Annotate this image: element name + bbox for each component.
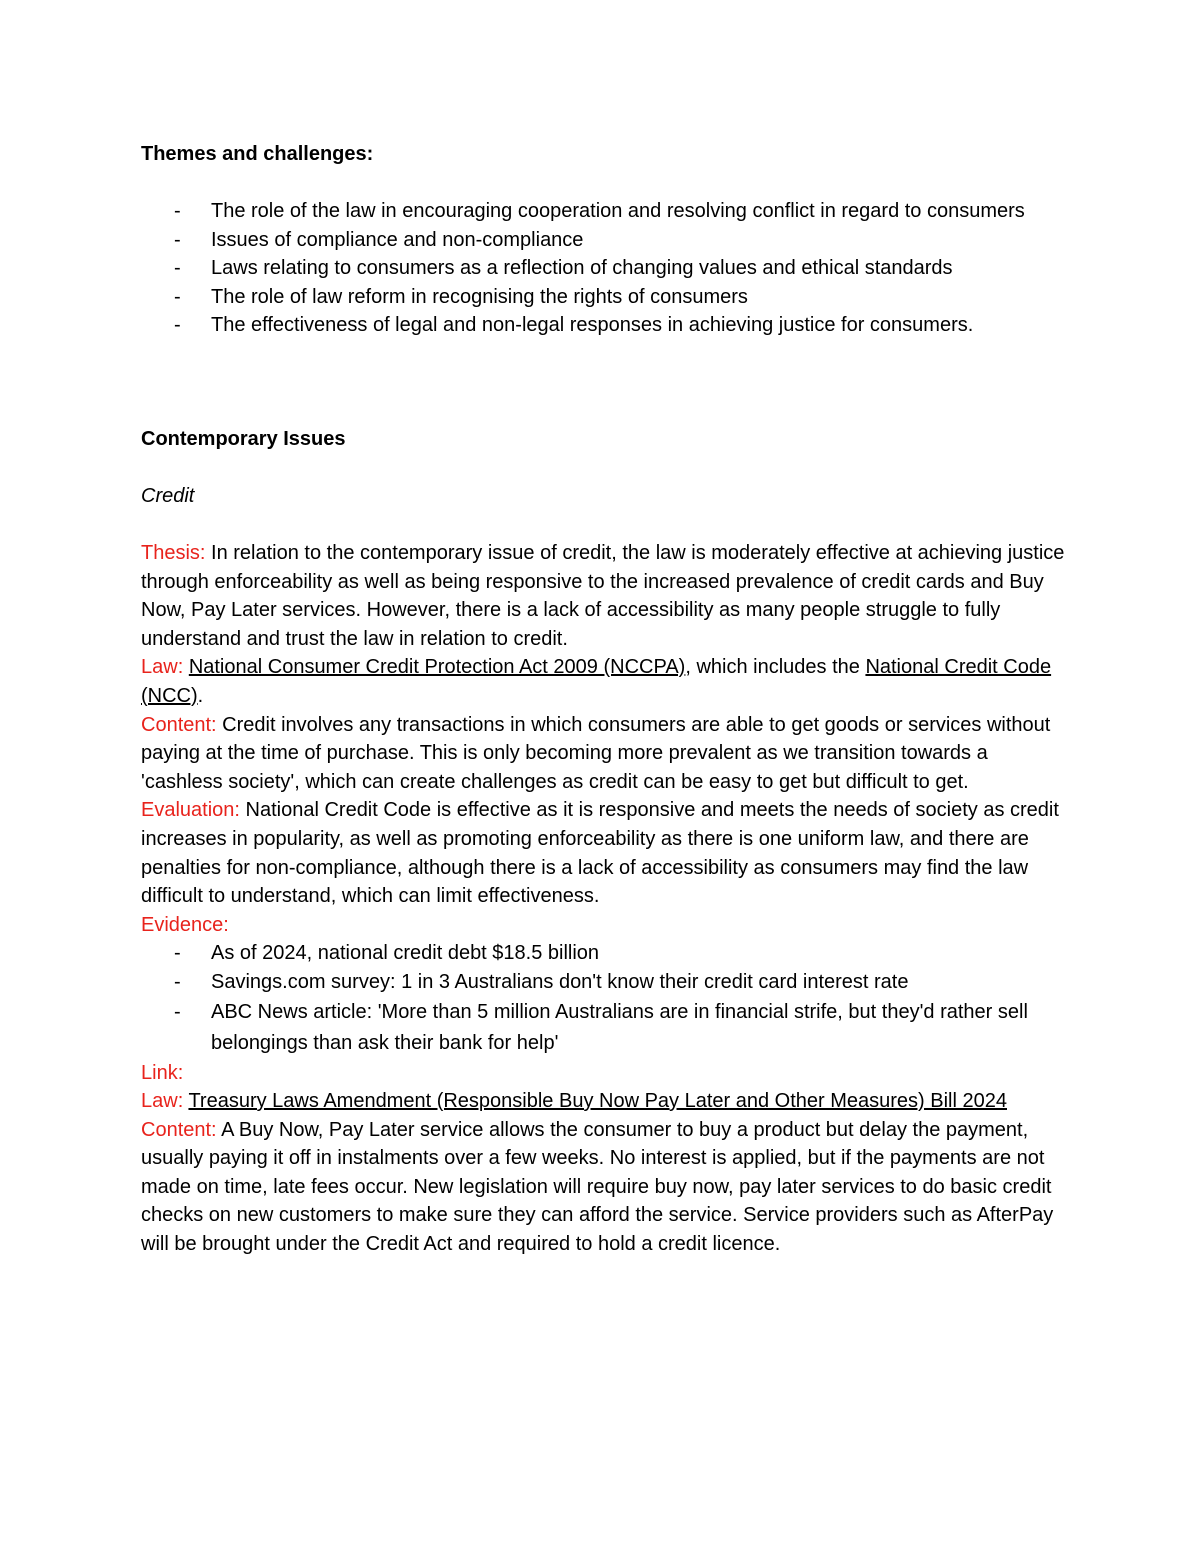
dash-bullet: - [174, 285, 181, 308]
list-item: - The role of the law in encouraging cooperation and resolving conflict in regard to consumers [141, 197, 1066, 226]
dash-bullet: - [174, 942, 181, 965]
evidence-paragraph [141, 911, 1066, 940]
list-item: - Savings.com survey: 1 in 3 Australians don't know their credit card interest rate [141, 968, 1066, 997]
nccpa-link[interactable]: National Consumer Credit Protection Act 2009 (NCCPA) [188, 656, 686, 679]
evaluation-text: National Credit Code is effective as it is responsive and meets the needs of society as credit increases in popularity, as well as promoting enforceability as there is one uniform law, and there are penalties for non-compliance, although there is a lack of accessibility as consumers may find the law difficult to understand, which can limit effectiveness. [141, 799, 1059, 908]
dash-bullet: - [174, 200, 181, 222]
content2-paragraph [141, 1116, 1066, 1259]
list-item: - The effectiveness of legal and non-legal responses in achieving justice for consumers. [141, 311, 1066, 340]
dash-bullet: - [174, 314, 181, 337]
content-text: Credit involves any transactions in which consumers are able to get goods or services without paying at the time of purchase. This is only becoming more prevalent as we transition towards a 'cashless society', which can create challenges as credit can be easy to get but difficult to get. [141, 713, 1051, 793]
ncc-link[interactable]: National Credit Code (NCC) [141, 656, 1052, 707]
credit-subheading: Credit [141, 485, 195, 507]
law-label: Law: [141, 656, 184, 679]
dash-bullet: - [174, 1000, 181, 1023]
themes-heading: Themes and challenges: [141, 143, 374, 165]
treasury-bill-link[interactable]: Treasury Laws Amendment (Responsible Buy Now Pay Later and Other Measures) Bill 2024 [188, 1090, 1007, 1113]
evidence-label: Evidence: [141, 913, 229, 936]
dash-bullet: - [174, 970, 181, 993]
themes-list [141, 197, 1066, 340]
thesis-paragraph [141, 539, 1066, 653]
evidence-list [141, 939, 1066, 1058]
link-label: Link: [141, 1061, 184, 1084]
thesis-label: Thesis: [141, 542, 206, 564]
law2-paragraph [141, 1087, 1066, 1116]
list-item: - The role of law reform in recognising the rights of consumers [141, 283, 1066, 312]
dash-bullet: - [174, 228, 181, 251]
law-paragraph: Law: National Consumer Credit Protection Act 2009 (NCCPA), which includes the National Credit Code (NCC). [141, 656, 1052, 707]
contemporary-heading: Contemporary Issues [141, 428, 346, 450]
content2-label: Content: [141, 1118, 217, 1141]
content2-text: A Buy Now, Pay Later service allows the consumer to buy a product but delay the payment, usually paying it off in instalments over a few weeks. No interest is applied, but if the payments are not made on time, late fees occur. New legislation will require buy now, pay later services to do basic credit checks on new customers to make sure they can afford the service. Service providers such as AfterPay will be brought under the Credit Act and required to hold a credit licence. [141, 1118, 1054, 1256]
dash-bullet: - [174, 257, 181, 280]
evaluation-label: Evaluation: [141, 799, 240, 822]
evaluation-paragraph [141, 796, 1066, 910]
content-label: Content: [141, 713, 217, 736]
thesis-text: In relation to the contemporary issue of credit, the law is moderately effective at achieving justice through enforceability as well as being responsive to the increased prevalence of credit cards and Buy Now, Pay Later services. However, there is a lack of accessibility as many people struggle to fully understand and trust the law in relation to credit. [141, 542, 1065, 650]
list-item: - As of 2024, national credit debt $18.5 billion [141, 939, 1066, 968]
content-paragraph [141, 711, 1066, 797]
list-item: - ABC News article: 'More than 5 million Australians are in financial strife, but they'd rather sell belongings than ask their bank for help' [141, 997, 1066, 1059]
credit-body [141, 539, 1066, 1259]
list-item: - Issues of compliance and non-compliance [141, 226, 1066, 255]
law2-label: Law: [141, 1090, 184, 1113]
list-item: - Laws relating to consumers as a reflection of changing values and ethical standards [141, 254, 1066, 283]
link-paragraph [141, 1059, 1066, 1088]
